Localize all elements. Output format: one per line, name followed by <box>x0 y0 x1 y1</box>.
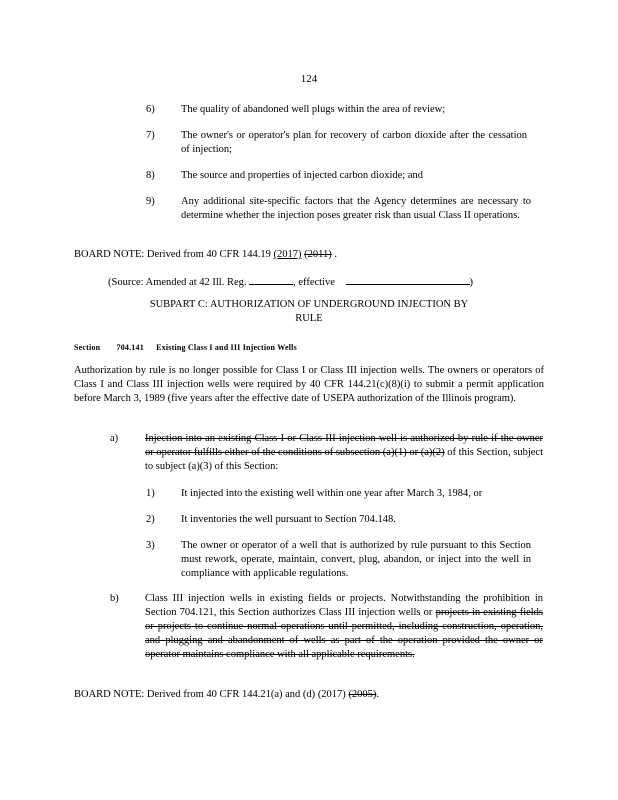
subpart-heading-line1: SUBPART C: AUTHORIZATION OF UNDERGROUND INJECTION BY <box>149 299 469 310</box>
list-item-text: The owner's or operator's plan for recovery of carbon dioxide after the cessation of injection; <box>181 130 527 155</box>
list-item-number: 3) <box>146 540 155 551</box>
section-label: Section <box>74 343 101 352</box>
register-page-blank <box>249 274 293 285</box>
section-heading <box>74 341 297 355</box>
list-item-number: 1) <box>146 488 155 499</box>
list-item-number: 9) <box>146 196 155 207</box>
list-item-text: The quality of abandoned well plugs within the area of review; <box>181 104 446 115</box>
subsection-label: b) <box>110 593 119 604</box>
source-note <box>108 274 473 290</box>
board-note-label: BOARD NOTE: <box>74 249 145 260</box>
list-item-number: 2) <box>146 514 155 525</box>
subpart-heading-line2: RULE <box>295 313 323 324</box>
deleted-citation-year: (2005) <box>348 689 377 700</box>
subpart-heading <box>74 298 544 326</box>
page-number: 124 <box>300 73 318 85</box>
intro-paragraph: Authorization by rule is no longer possible for Class I or Class III injection wells. The owners or operators of Class I and Class III injection wells were required by 40 CFR 144.21(c)(8)(i) to submit a permit application before March 3, 1989 (five years after the effective date of USEPA authorization of the Illinois program). <box>74 365 544 404</box>
list-item-number: 8) <box>146 170 155 181</box>
board-note-text: Derived from 40 CFR 144.19 <box>146 249 271 260</box>
added-citation-year: (2017) <box>273 249 302 260</box>
list-item-text: The owner or operator of a well that is authorized by rule pursuant to this Section must rework, operate, maintain, convert, plug, abandon, or inject into the well in compliance with applicable regulations. <box>181 540 531 579</box>
added-citation-year: (2017) <box>317 689 346 700</box>
deleted-text: Injection into an existing Class I or Class III injection well is authorized by rule if the owner or operator fulfills either of the conditions of subsection (a)(1) or (a)(2) <box>145 433 543 458</box>
board-note <box>74 248 337 262</box>
subsection-label: a) <box>110 433 119 444</box>
board-note-end: . <box>376 689 380 700</box>
source-effective: , effective <box>293 277 335 288</box>
list-item-number: 7) <box>146 130 155 141</box>
subsection-text <box>145 432 543 474</box>
board-note <box>74 688 379 702</box>
deleted-text: projects in existing fields or projects to continue normal operations until permitted, including construction, operation, and plugging and abandonment of wells as part of the operation provided the owner or operator maintains compliance with all applicable requirements. <box>145 607 544 660</box>
effective-date-blank <box>346 274 470 285</box>
list-item-text: It inventories the well pursuant to Section 704.148. <box>181 514 396 525</box>
list-item-text: Any additional site-specific factors that the Agency determines are necessary to determine whether the injection poses greater risk than usual Class II operations. <box>181 196 531 221</box>
board-note-text: Derived from 40 CFR 144.21(a) and (d) <box>146 689 316 700</box>
board-note-end: . <box>334 249 337 260</box>
section-title: Existing Class I and III Injection Wells <box>156 343 297 352</box>
board-note-label: BOARD NOTE: <box>74 689 145 700</box>
subsection-text-body: Class III injection wells in existing fields or projects. Notwithstanding the prohibition in Section 704.121, this Section authorizes Class III injection wells or <box>145 593 543 618</box>
source-close: ) <box>469 277 474 288</box>
section-number: 704.141 <box>116 343 144 352</box>
list-item-number: 6) <box>146 104 155 115</box>
deleted-citation-year: (2011) <box>304 249 332 260</box>
list-item-text: The source and properties of injected carbon dioxide; and <box>181 170 423 181</box>
subsection-text-body: of this Section, subject to subject (a)(3) of this Section: <box>145 447 544 472</box>
list-item-text: It injected into the existing well within one year after March 3, 1984, or <box>181 488 483 499</box>
subsection-text <box>145 592 543 662</box>
source-prefix: (Source: Amended at 42 Ill. Reg. <box>108 277 247 288</box>
